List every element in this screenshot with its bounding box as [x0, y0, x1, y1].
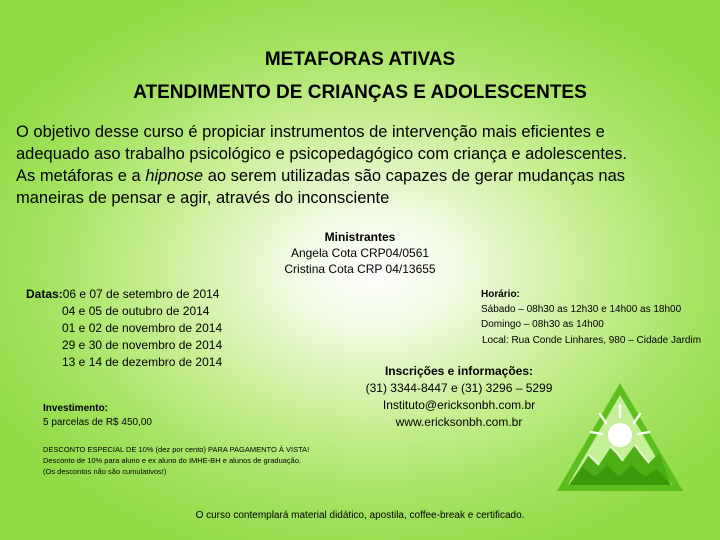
- date-item: 01 e 02 de novembro de 2014: [62, 321, 223, 335]
- intro-line: adequado aso trabalho psicológico e psicopedagógico com criança e adolescentes.: [16, 145, 627, 163]
- date-item: 13 e 14 de dezembro de 2014: [62, 355, 223, 369]
- schedule-line: Sábado – 08h30 as 12h30 e 14h00 as 18h00: [481, 304, 682, 315]
- discount-line: DESCONTO ESPECIAL DE 10% (dez por cento) PARA PAGAMENTO À VISTA!: [43, 445, 310, 454]
- ministrante-name: Angela Cota CRP04/0561: [290, 246, 430, 260]
- investment-value: 5 parcelas de R$ 450,00: [43, 417, 152, 428]
- date-item: 06 e 07 de setembro de 2014: [62, 287, 220, 301]
- discount-notes: [43, 444, 309, 477]
- date-item: 29 e 30 de novembro de 2014: [62, 338, 223, 352]
- phone-numbers: (31) 3344-8447 e (31) 3296 – 5299: [365, 381, 553, 395]
- course-subtitle: ATENDIMENTO DE CRIANÇAS E ADOLESCENTES: [133, 82, 587, 103]
- dates-section: [26, 286, 222, 371]
- location-text: Local: Rua Conde Linhares, 980 – Cidade Jardim: [482, 335, 702, 346]
- email-address: Instituto@ericksonbh.com.br: [382, 398, 536, 412]
- intro-line: maneiras de pensar e agir, através do inconsciente: [16, 189, 390, 207]
- footer-note: O curso contemplará material didático, apostila, coffee-break e certificado.: [195, 510, 525, 521]
- ministrantes-heading: Ministrantes: [324, 230, 396, 244]
- course-title: METAFORAS ATIVAS: [264, 49, 456, 70]
- schedule-section: [481, 287, 681, 332]
- discount-line: Desconto de 10% para aluno e ex aluno do IMHE-BH e alunos de graduação.: [43, 456, 302, 465]
- investment-section: [43, 402, 152, 430]
- ministrante-name: Cristina Cota CRP 04/13655: [284, 262, 436, 276]
- discount-line: (Os descontos não são cumulativos!): [43, 467, 167, 476]
- website-url: www.ericksonbh.com.br: [395, 415, 523, 429]
- mountain-sun-triangle-icon: [555, 381, 685, 493]
- schedule-label: Horário:: [481, 289, 520, 300]
- intro-italic-word: hipnose: [145, 167, 204, 185]
- schedule-line: Domingo – 08h30 as 14h00: [481, 319, 604, 330]
- intro-text: As metáforas e a: [16, 167, 146, 185]
- intro-text: ao serem utilizadas são capazes de gerar mudanças nas: [203, 167, 626, 185]
- registration-heading: Inscrições e informações:: [384, 364, 534, 378]
- intro-line: O objetivo desse curso é propiciar instrumentos de intervenção mais eficientes e: [16, 123, 605, 141]
- investment-label: Investimento:: [43, 403, 109, 414]
- intro-paragraph: [16, 121, 706, 209]
- date-item: 04 e 05 de outubro de 2014: [62, 304, 210, 318]
- dates-label: Datas:: [26, 287, 63, 301]
- ministrantes-section: [0, 229, 720, 277]
- intro-line: [16, 165, 706, 187]
